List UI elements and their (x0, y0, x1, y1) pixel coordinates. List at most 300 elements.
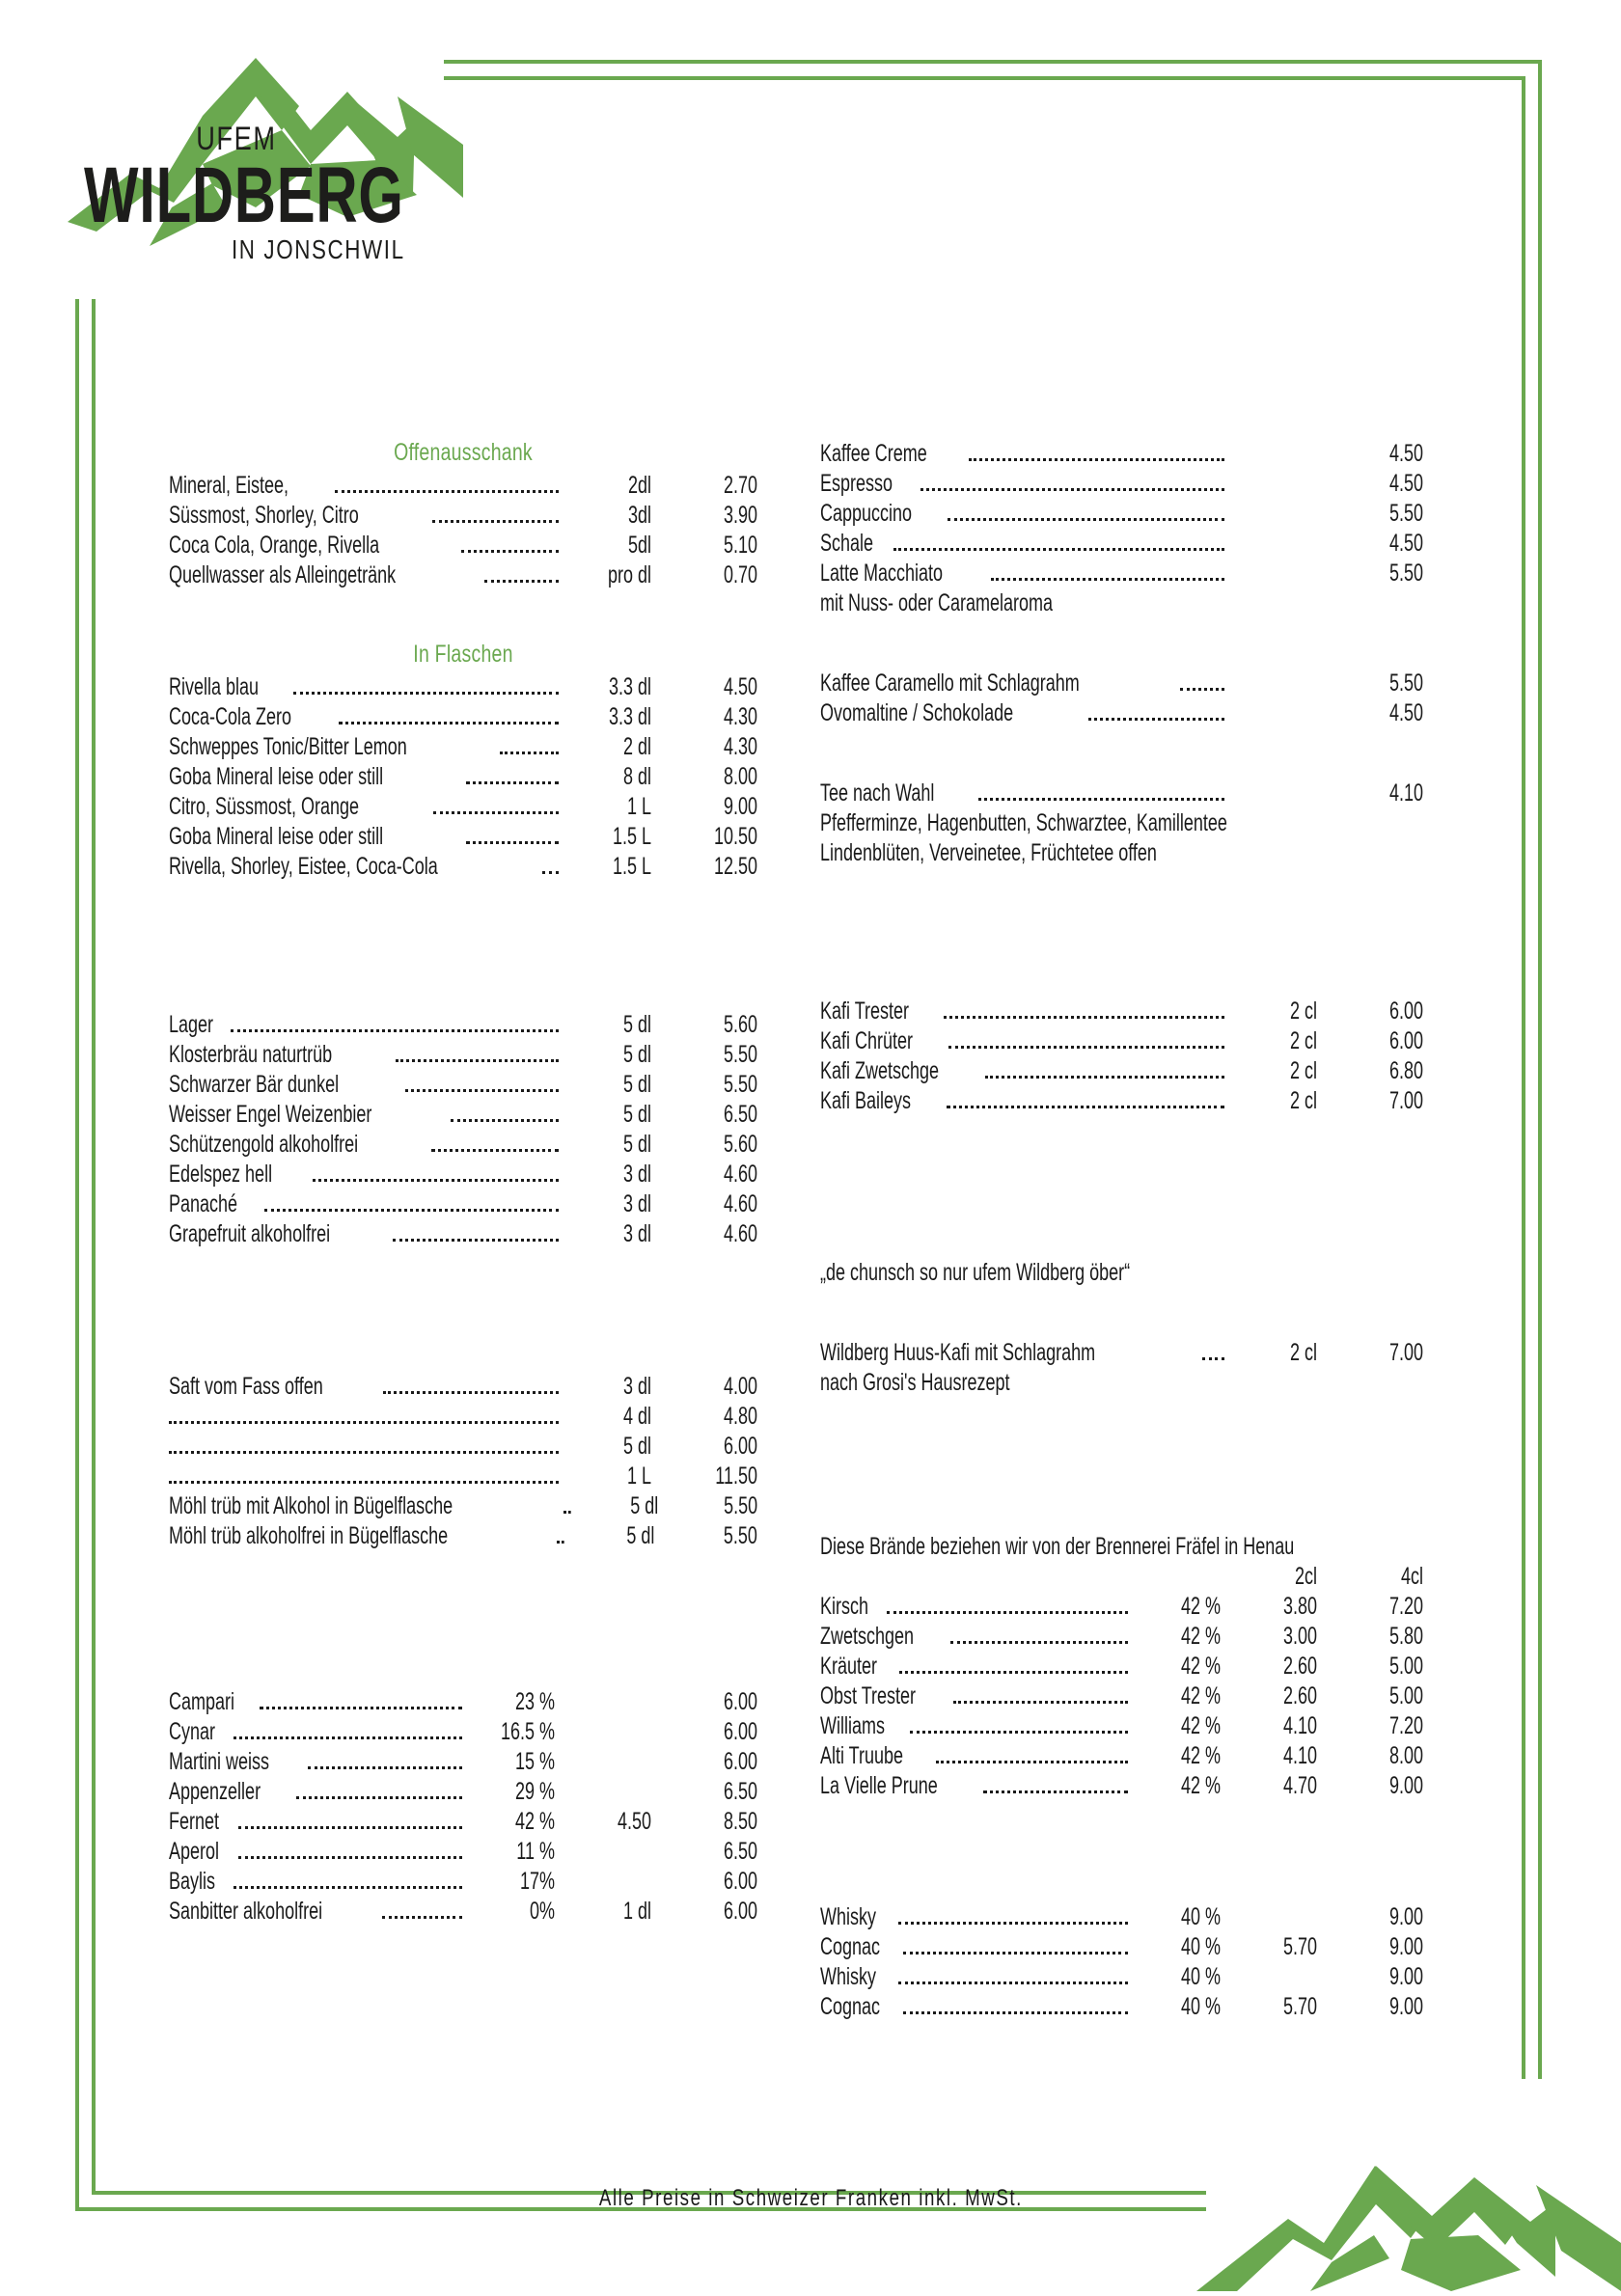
section-braende (820, 1532, 1423, 1801)
leader-dots (936, 1760, 1128, 1763)
item-price: 5.50 (723, 1492, 757, 1519)
braende-heading (820, 1532, 1423, 1562)
item-name: Kafi Baileys (820, 1087, 912, 1114)
item-size: 1 dl (622, 1898, 651, 1925)
house-quote (820, 1258, 1423, 1288)
leader-dots (983, 1790, 1128, 1793)
item-price: 10.50 (713, 823, 757, 850)
leader-dots (238, 1855, 462, 1859)
menu-row (169, 1747, 757, 1777)
svg-text:UFEM: UFEM (196, 120, 277, 157)
menu-row (169, 762, 757, 792)
item-price: 5.60 (723, 1131, 757, 1158)
menu-row (820, 1592, 1423, 1622)
menu-row (169, 792, 757, 822)
spacer (169, 1249, 757, 1351)
tee-note-1-text: Pfefferminze, Hagenbutten, Schwarztee, Kamillentee (820, 809, 1227, 836)
leader-dots (887, 1610, 1128, 1614)
leader-dots (393, 1238, 559, 1242)
leader-dots (953, 1700, 1128, 1704)
menu-row (820, 1962, 1423, 1992)
menu-row (169, 471, 757, 501)
huus-kafi-note (820, 1368, 1423, 1398)
price-disclaimer (0, 2185, 1621, 2212)
leader-dots (308, 1765, 462, 1769)
item-name: Klosterbräu naturtrüb (169, 1041, 333, 1068)
leader-dots (1202, 1356, 1224, 1360)
item-name: Goba Mineral leise oder still (169, 763, 384, 790)
menu-row (820, 1622, 1423, 1652)
item-name: Kafi Chrüter (820, 1027, 914, 1054)
item-name: Möhl trüb mit Alkohol in Bügelflasche (169, 1492, 453, 1519)
menu-row (169, 1687, 757, 1717)
leader-dots (950, 1640, 1128, 1644)
item-name: Möhl trüb alkoholfrei in Bügelflasche (169, 1522, 449, 1549)
item-name: Schwarzer Bär dunkel (169, 1071, 340, 1098)
item-abv: 40 % (1180, 1993, 1221, 2020)
menu-row (820, 1992, 1423, 2022)
item-size: 5 dl (622, 1011, 651, 1038)
svg-text:WILDBERG: WILDBERG (84, 150, 404, 240)
item-price-2cl: 2.60 (1282, 1653, 1317, 1680)
spacer (820, 1398, 1423, 1499)
item-name: Ovomaltine / Schokolade (820, 699, 1014, 726)
item-size: 2 cl (1289, 1027, 1317, 1054)
item-price-4cl: 8.00 (1388, 1742, 1423, 1769)
item-price-2cl: 2.60 (1282, 1682, 1317, 1709)
item-name: Wildberg Huus-Kafi mit Schlagrahm (820, 1339, 1096, 1366)
menu-column-right (820, 439, 1423, 2022)
menu-row (169, 732, 757, 762)
leader-dots (903, 1951, 1128, 1954)
item-price: 6.00 (1388, 1027, 1423, 1054)
leader-dots (451, 1118, 559, 1122)
leader-dots (1088, 717, 1224, 721)
section-spirituosen (820, 1902, 1423, 2022)
item-name: Edelspez hell (169, 1161, 273, 1188)
item-size: 4.50 (617, 1808, 651, 1835)
menu-row (169, 1402, 757, 1432)
item-price: 6.80 (1388, 1057, 1423, 1084)
menu-row (820, 529, 1423, 559)
section-in-flaschen (169, 672, 757, 882)
item-size: 3 dl (622, 1161, 651, 1188)
kaffee-note-text: mit Nuss- oder Caramelaroma (820, 589, 1054, 616)
item-abv: 42 % (514, 1808, 555, 1835)
menu-row (169, 1432, 757, 1462)
item-price: 5.10 (723, 532, 757, 559)
menu-row (820, 1711, 1423, 1741)
item-price: 11.50 (715, 1462, 757, 1490)
item-price-4cl: 7.20 (1388, 1593, 1423, 1620)
leader-dots (432, 519, 559, 523)
menu-row (169, 1010, 757, 1040)
item-abv: 40 % (1180, 1963, 1221, 1990)
item-abv: 40 % (1180, 1903, 1221, 1930)
spacer (820, 1217, 1423, 1258)
col-head-4cl: 4cl (1400, 1563, 1423, 1590)
tee-note-2-text: Lindenblüten, Verveinetee, Früchtetee offen (820, 839, 1157, 866)
item-size: 5 dl (622, 1131, 651, 1158)
spacer (820, 970, 1423, 997)
leader-dots (991, 577, 1225, 581)
item-price-4cl: 9.00 (1388, 1903, 1423, 1930)
section-title-in-flaschen: In Flaschen (413, 641, 513, 668)
item-price: 5.50 (723, 1041, 757, 1068)
menu-row (820, 1771, 1423, 1801)
item-price: 6.00 (723, 1748, 757, 1775)
item-name: Panaché (169, 1190, 238, 1217)
item-abv: 0% (529, 1898, 555, 1925)
item-abv: 16.5 % (500, 1718, 555, 1745)
item-size: 1 L (626, 793, 651, 820)
item-abv: 42 % (1180, 1772, 1221, 1799)
section-saft (169, 1372, 757, 1551)
item-name: Citro, Süssmost, Orange (169, 793, 360, 820)
item-abv: 42 % (1180, 1682, 1221, 1709)
item-price-4cl: 9.00 (1388, 1993, 1423, 2020)
leader-dots (296, 1795, 462, 1799)
leader-dots (1180, 687, 1224, 691)
leader-dots (978, 797, 1224, 801)
leader-dots (264, 1208, 559, 1212)
item-name: Quellwasser als Alleingetränk (169, 561, 397, 588)
spacer (820, 1116, 1423, 1217)
item-name: Schweppes Tonic/Bitter Lemon (169, 733, 407, 760)
item-price: 6.50 (723, 1778, 757, 1805)
menu-row (820, 1902, 1423, 1932)
item-name: Süssmost, Shorley, Citro (169, 502, 359, 529)
item-price: 6.50 (723, 1838, 757, 1865)
item-abv: 40 % (1180, 1933, 1221, 1960)
menu-row (169, 1521, 757, 1551)
leader-dots (234, 1885, 462, 1889)
item-name: Kräuter (820, 1653, 878, 1680)
house-quote-text: „de chunsch so nur ufem Wildberg öber“ (820, 1259, 1131, 1286)
item-abv: 42 % (1180, 1653, 1221, 1680)
item-name: Cappuccino (820, 500, 913, 527)
item-price: 2.70 (723, 472, 757, 499)
item-price: 5.60 (723, 1011, 757, 1038)
leader-dots (969, 457, 1224, 461)
item-price: 4.50 (1388, 530, 1423, 557)
item-name: Kafi Trester (820, 998, 910, 1025)
item-price-4cl: 5.00 (1388, 1653, 1423, 1680)
leader-dots (405, 1088, 559, 1092)
menu-row (820, 1056, 1423, 1086)
spacer (820, 618, 1423, 669)
item-size: 2 cl (1289, 1339, 1317, 1366)
leader-dots (461, 549, 559, 553)
item-name: Goba Mineral leise oder still (169, 823, 384, 850)
menu-row (169, 1040, 757, 1070)
leader-dots (466, 780, 559, 784)
item-price: 8.50 (723, 1808, 757, 1835)
menu-row (820, 439, 1423, 469)
item-price: 5.50 (723, 1522, 757, 1549)
item-price: 6.00 (1388, 998, 1423, 1025)
menu-row (169, 1219, 757, 1249)
item-price: 4.30 (723, 733, 757, 760)
menu-row (169, 1130, 757, 1160)
item-size: 4 dl (622, 1403, 651, 1430)
section-kafi (820, 997, 1423, 1116)
leader-dots (985, 1075, 1224, 1079)
menu-row (169, 1837, 757, 1867)
braende-column-headers (820, 1562, 1423, 1592)
item-price: 4.60 (723, 1161, 757, 1188)
item-price-2cl: 5.70 (1282, 1933, 1317, 1960)
leader-dots (484, 579, 559, 583)
menu-row (169, 1372, 757, 1402)
menu-row (820, 997, 1423, 1026)
leader-dots (466, 840, 559, 844)
item-size: 1.5 L (612, 853, 651, 880)
menu-column-left (169, 439, 757, 1927)
item-price: 6.00 (723, 1718, 757, 1745)
menu-row (169, 1717, 757, 1747)
leader-dots (169, 1480, 559, 1484)
leader-dots (396, 1058, 559, 1062)
item-name: Schale (820, 530, 874, 557)
menu-row (820, 499, 1423, 529)
leader-dots (238, 1825, 462, 1829)
svg-text:IN JONSCHWIL: IN JONSCHWIL (232, 234, 405, 265)
menu-row (169, 501, 757, 531)
menu-row (169, 1160, 757, 1189)
section-aperitif (169, 1687, 757, 1927)
item-size: 3.3 dl (608, 703, 651, 730)
item-abv: 11 % (516, 1838, 555, 1865)
leader-dots (820, 1583, 1128, 1584)
menu-row (169, 1777, 757, 1807)
section-title-offenausschank: Offenausschank (394, 439, 533, 466)
menu-row (169, 1807, 757, 1837)
leader-dots (293, 691, 559, 695)
item-name: Coca-Cola Zero (169, 703, 292, 730)
item-price: 5.50 (723, 1071, 757, 1098)
leader-dots (169, 1450, 559, 1454)
item-price-2cl: 3.80 (1282, 1593, 1317, 1620)
item-name: Campari (169, 1688, 235, 1715)
leader-dots (433, 810, 559, 814)
item-name: Latte Macchiato (820, 560, 944, 587)
item-abv: 42 % (1180, 1742, 1221, 1769)
menu-row (820, 1026, 1423, 1056)
leader-dots (947, 1105, 1224, 1108)
leader-dots (313, 1178, 559, 1182)
spacer (169, 983, 757, 1010)
item-abv: 15 % (514, 1748, 555, 1775)
tee-note-2 (820, 838, 1423, 868)
item-price: 5.50 (1388, 560, 1423, 587)
price-disclaimer-text: Alle Preise in Schweizer Franken inkl. MwSt. (598, 2185, 1023, 2211)
item-price: 6.00 (723, 1898, 757, 1925)
menu-row (169, 1462, 757, 1491)
menu-row (820, 1681, 1423, 1711)
item-size: 2 cl (1289, 1087, 1317, 1114)
item-price: 4.50 (723, 673, 757, 700)
item-price: 5.50 (1388, 500, 1423, 527)
item-name: Schützengold alkoholfrei (169, 1131, 359, 1158)
item-size: 5 dl (622, 1101, 651, 1128)
menu-row (169, 1189, 757, 1219)
leader-dots (339, 721, 559, 724)
item-name: Weisser Engel Weizenbier (169, 1101, 372, 1128)
item-name: Mineral, Eistee, (169, 472, 289, 499)
item-price-4cl: 9.00 (1388, 1933, 1423, 1960)
item-price: 6.50 (723, 1101, 757, 1128)
kaffee-note (820, 588, 1423, 618)
menu-row (169, 1070, 757, 1100)
item-price-4cl: 9.00 (1388, 1772, 1423, 1799)
item-name: Rivella, Shorley, Eistee, Coca-Cola (169, 853, 438, 880)
leader-dots (948, 1045, 1224, 1049)
section-kaffee-spezial (820, 669, 1423, 728)
item-name: Lager (169, 1011, 214, 1038)
item-price: 4.60 (723, 1220, 757, 1247)
leader-dots (335, 489, 559, 493)
item-price: 6.00 (723, 1868, 757, 1895)
leader-dots (234, 1736, 462, 1739)
spacer (169, 1351, 757, 1372)
item-name: Alti Truube (820, 1742, 904, 1769)
item-price: 7.00 (1388, 1339, 1423, 1366)
menu-row (820, 1932, 1423, 1962)
item-price-2cl: 4.10 (1282, 1742, 1317, 1769)
leader-dots (500, 751, 559, 754)
section-bier (169, 1010, 757, 1249)
item-name: Cognac (820, 1993, 881, 2020)
item-price-4cl: 5.00 (1388, 1682, 1423, 1709)
item-name: Cynar (169, 1718, 216, 1745)
item-name: Sanbitter alkoholfrei (169, 1898, 323, 1925)
spacer (820, 1288, 1423, 1338)
leader-dots (563, 1510, 571, 1514)
item-name: Whisky (820, 1963, 877, 1990)
section-kaffee (820, 439, 1423, 618)
spacer (820, 728, 1423, 779)
col-head-2cl: 2cl (1294, 1563, 1317, 1590)
item-name: Fernet (169, 1808, 220, 1835)
braende-heading-text: Diese Brände beziehen wir von der Brennerei Fräfel in Henau (820, 1533, 1295, 1560)
leader-dots (169, 1420, 559, 1424)
spacer (820, 1499, 1423, 1532)
item-price: 6.00 (723, 1688, 757, 1715)
item-name: Kaffee Creme (820, 440, 927, 467)
item-name: Kaffee Caramello mit Schlagrahm (820, 670, 1080, 697)
item-size: pro dl (607, 561, 651, 588)
menu-row (169, 1491, 757, 1521)
item-price: 4.00 (723, 1373, 757, 1400)
tee-note-1 (820, 808, 1423, 838)
menu-row (169, 672, 757, 702)
spacer (169, 882, 757, 983)
menu-row (169, 531, 757, 560)
leader-dots (557, 1540, 564, 1544)
item-name: Coca Cola, Orange, Rivella (169, 532, 380, 559)
spacer (169, 1551, 757, 1653)
item-size: 2 dl (622, 733, 651, 760)
item-name: Cognac (820, 1933, 881, 1960)
item-price-2cl: 5.70 (1282, 1993, 1317, 2020)
item-abv: 29 % (514, 1778, 555, 1805)
item-size: 5dl (627, 532, 651, 559)
leader-dots (382, 1915, 462, 1919)
item-price-2cl: 4.70 (1282, 1772, 1317, 1799)
item-price: 7.00 (1388, 1087, 1423, 1114)
item-name: Zwetschgen (820, 1623, 915, 1650)
section-tee (820, 779, 1423, 868)
item-name: Saft vom Fass offen (169, 1373, 323, 1400)
item-name: La Vielle Prune (820, 1772, 938, 1799)
item-name: Kafi Zwetschge (820, 1057, 940, 1084)
leader-dots (944, 1015, 1224, 1019)
item-price: 4.60 (723, 1190, 757, 1217)
item-price: 4.50 (1388, 470, 1423, 497)
leader-dots (903, 2010, 1128, 2014)
menu-row (820, 669, 1423, 698)
spacer (820, 868, 1423, 970)
leader-dots (383, 1390, 559, 1394)
menu-row (820, 698, 1423, 728)
item-name: Tee nach Wahl (820, 779, 935, 806)
menu-row (820, 1338, 1423, 1368)
item-price: 4.50 (1388, 699, 1423, 726)
item-size: 1 L (626, 1462, 651, 1490)
item-size: 2 cl (1289, 998, 1317, 1025)
item-name: Williams (820, 1712, 885, 1739)
leader-dots (948, 517, 1224, 521)
menu-row (820, 779, 1423, 808)
menu-row (169, 822, 757, 852)
item-price: 6.00 (723, 1433, 757, 1460)
menu-row (169, 702, 757, 732)
item-size: 5 dl (622, 1433, 651, 1460)
leader-dots (431, 1148, 559, 1152)
menu-row (169, 1897, 757, 1927)
item-size: 3 dl (622, 1190, 651, 1217)
item-price: 4.10 (1388, 779, 1423, 806)
menu-row (820, 1086, 1423, 1116)
item-abv: 42 % (1180, 1593, 1221, 1620)
leader-dots (893, 547, 1224, 551)
leader-dots (910, 1730, 1128, 1734)
section-huus-kafi (820, 1338, 1423, 1398)
item-price: 4.50 (1388, 440, 1423, 467)
section-offenausschank (169, 471, 757, 590)
item-name: Appenzeller (169, 1778, 261, 1805)
item-size: 3.3 dl (608, 673, 651, 700)
item-size: 3 dl (622, 1220, 651, 1247)
menu-row (820, 559, 1423, 588)
item-name: Grapefruit alkoholfrei (169, 1220, 331, 1247)
item-size: 2 cl (1289, 1057, 1317, 1084)
spacer (169, 590, 757, 641)
item-price: 3.90 (723, 502, 757, 529)
item-name: Baylis (169, 1868, 216, 1895)
item-price: 0.70 (723, 561, 757, 588)
leader-dots (260, 1706, 462, 1709)
item-size: 5 dl (626, 1522, 655, 1549)
item-abv: 23 % (514, 1688, 555, 1715)
item-price: 8.00 (723, 763, 757, 790)
leader-dots (899, 1670, 1128, 1674)
item-price: 4.30 (723, 703, 757, 730)
item-size: 5 dl (622, 1041, 651, 1068)
leader-dots (898, 1981, 1128, 1984)
menu-row (820, 469, 1423, 499)
